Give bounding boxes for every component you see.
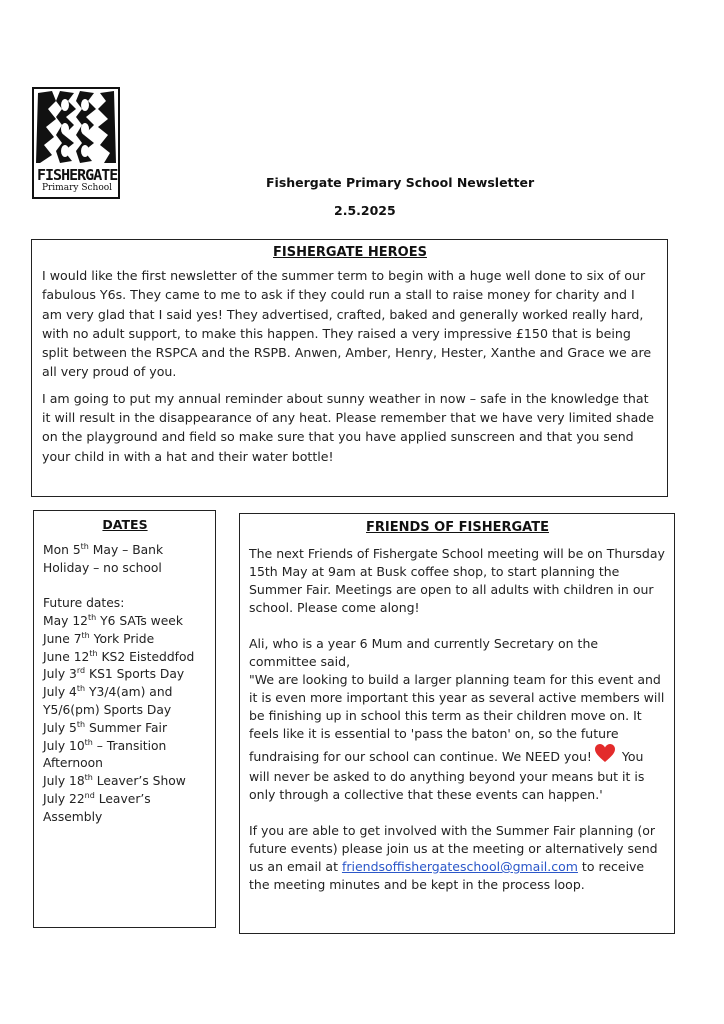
holiday-sup: th <box>80 541 89 551</box>
date-item-sup: th <box>76 719 86 729</box>
date-item-text: May 12 <box>43 613 88 628</box>
quote-text-b: You will never be asked to do anything beyond your means but it is only through a collective that these events can happen.' <box>249 749 645 802</box>
logo-text-primary-school: Primary School <box>41 183 113 193</box>
date-item <box>43 738 207 756</box>
date-item-text: Leaver’s <box>94 791 151 806</box>
date-item <box>43 755 207 773</box>
heroes-heading: FISHERGATE HEROES <box>273 245 427 260</box>
logo-text-fishergate: FISHERGATE <box>37 166 118 184</box>
heroes-section <box>31 239 668 497</box>
date-item-text: Y3/4(am) and <box>85 685 173 700</box>
dates-heading: DATES <box>102 517 148 532</box>
date-item-text: July 3 <box>43 667 77 682</box>
date-item <box>43 791 207 809</box>
para3-text-a: If you are able to get involved with the Summer Fair planning (or future events) please join us at the meeting or alternatively send us an email at <box>249 823 658 874</box>
heroes-paragraph-2: I am going to put my annual reminder about sunny weather in now – safe in the knowledge that it will result in the disappearance of any heat. Please remember that we have very limited shade on the playground and field so make sure that you have applied sunscreen and that you send your child in with a hat and their water bottle! <box>42 390 655 464</box>
date-item-sup: th <box>84 773 93 783</box>
date-item-text: Y5/6(pm) Sports Day <box>43 702 172 717</box>
date-item <box>43 666 207 684</box>
date-item-text: KS1 Sports Day <box>85 667 185 682</box>
friends-section <box>239 513 675 934</box>
date-item-sup: th <box>84 737 93 747</box>
date-item-sup: th <box>89 648 98 658</box>
date-item-text: KS2 Eisteddfod <box>97 649 195 664</box>
date-item <box>43 613 207 631</box>
date-item-text: July 10 <box>43 738 85 753</box>
date-item-text: Leaver’s Show <box>92 774 186 789</box>
school-logo <box>32 87 120 199</box>
date-item-text: Summer Fair <box>85 720 168 735</box>
logo-fish-pattern-icon <box>34 89 118 165</box>
quote-text-a: "We are looking to build a larger planning team for this event and it is even more important this year as several active members will be finishing up in school this term as their children move on. It feels like it is essential to 'pass the baton' on, so the future fundraising for our school can continue. We NEED you! <box>249 672 665 764</box>
date-item-text: June 7 <box>43 631 82 646</box>
heart-icon <box>594 743 616 768</box>
friends-quote <box>249 671 666 804</box>
future-dates-label: Future dates: <box>43 596 125 611</box>
date-item-text: York Pride <box>89 631 155 646</box>
date-item <box>43 631 207 649</box>
email-link[interactable]: friendsoffishergateschool@gmail.com <box>341 859 578 874</box>
date-item-text: June 12 <box>43 649 90 664</box>
date-item <box>43 684 207 702</box>
date-item-text: July 4 <box>43 685 77 700</box>
dates-section <box>33 510 216 928</box>
holiday-line-2: Holiday – no school <box>43 560 162 575</box>
heroes-paragraph-1: I would like the first newsletter of the summer term to begin with a huge well done to six of our fabulous Y6s. They came to me to ask if they could run a stall to raise money for charity and I am very glad that I said yes! They advertised, crafted, baked and generally worked really hard, with no adult support, to make this happen. They raised a very impressive £150 that is being split between the RSPCA and the RSPB. Anwen, Amber, Henry, Hester, Xanthe and Grace we are all very proud of you. <box>42 268 652 380</box>
date-item-text: July 18 <box>43 774 85 789</box>
friends-paragraph-2: Ali, who is a year 6 Mum and currently Secretary on the committee said, <box>249 636 599 669</box>
date-item <box>43 702 207 720</box>
date-item <box>43 720 207 738</box>
date-item-sup: th <box>81 630 90 640</box>
date-item-text: Afternoon <box>43 756 103 771</box>
date-item-sup: nd <box>84 790 95 800</box>
newsletter-date: 2.5.2025 <box>334 203 396 218</box>
friends-paragraph-1: The next Friends of Fishergate School meeting will be on Thursday 15th May at 9am at Busk coffee shop, to start planning the Summer Fair. Meetings are open to all adults with children in our school. Please come along! <box>249 546 665 615</box>
para3-text-b: to receive the meeting minutes and be kept in the process loop. <box>249 859 645 892</box>
date-item <box>43 649 207 667</box>
date-item-sup: th <box>76 684 86 694</box>
holiday-text-b: May – Bank <box>88 542 164 557</box>
date-list <box>43 613 207 827</box>
date-item-text: Assembly <box>43 809 103 824</box>
newsletter-title: Fishergate Primary School Newsletter <box>266 175 535 190</box>
holiday-line <box>43 542 207 560</box>
date-item-text: Y6 SATs week <box>96 613 183 628</box>
date-item-text: – Transition <box>92 738 167 753</box>
friends-paragraph-3 <box>249 822 666 894</box>
date-item-text: July 5 <box>43 720 77 735</box>
date-item-sup: th <box>87 612 97 622</box>
date-item-text: July 22 <box>43 791 85 806</box>
date-item-sup: rd <box>76 666 86 676</box>
holiday-text-a: Mon 5 <box>43 542 81 557</box>
date-item <box>43 809 207 827</box>
friends-heading: FRIENDS OF FISHERGATE <box>366 520 549 535</box>
date-item <box>43 773 207 791</box>
